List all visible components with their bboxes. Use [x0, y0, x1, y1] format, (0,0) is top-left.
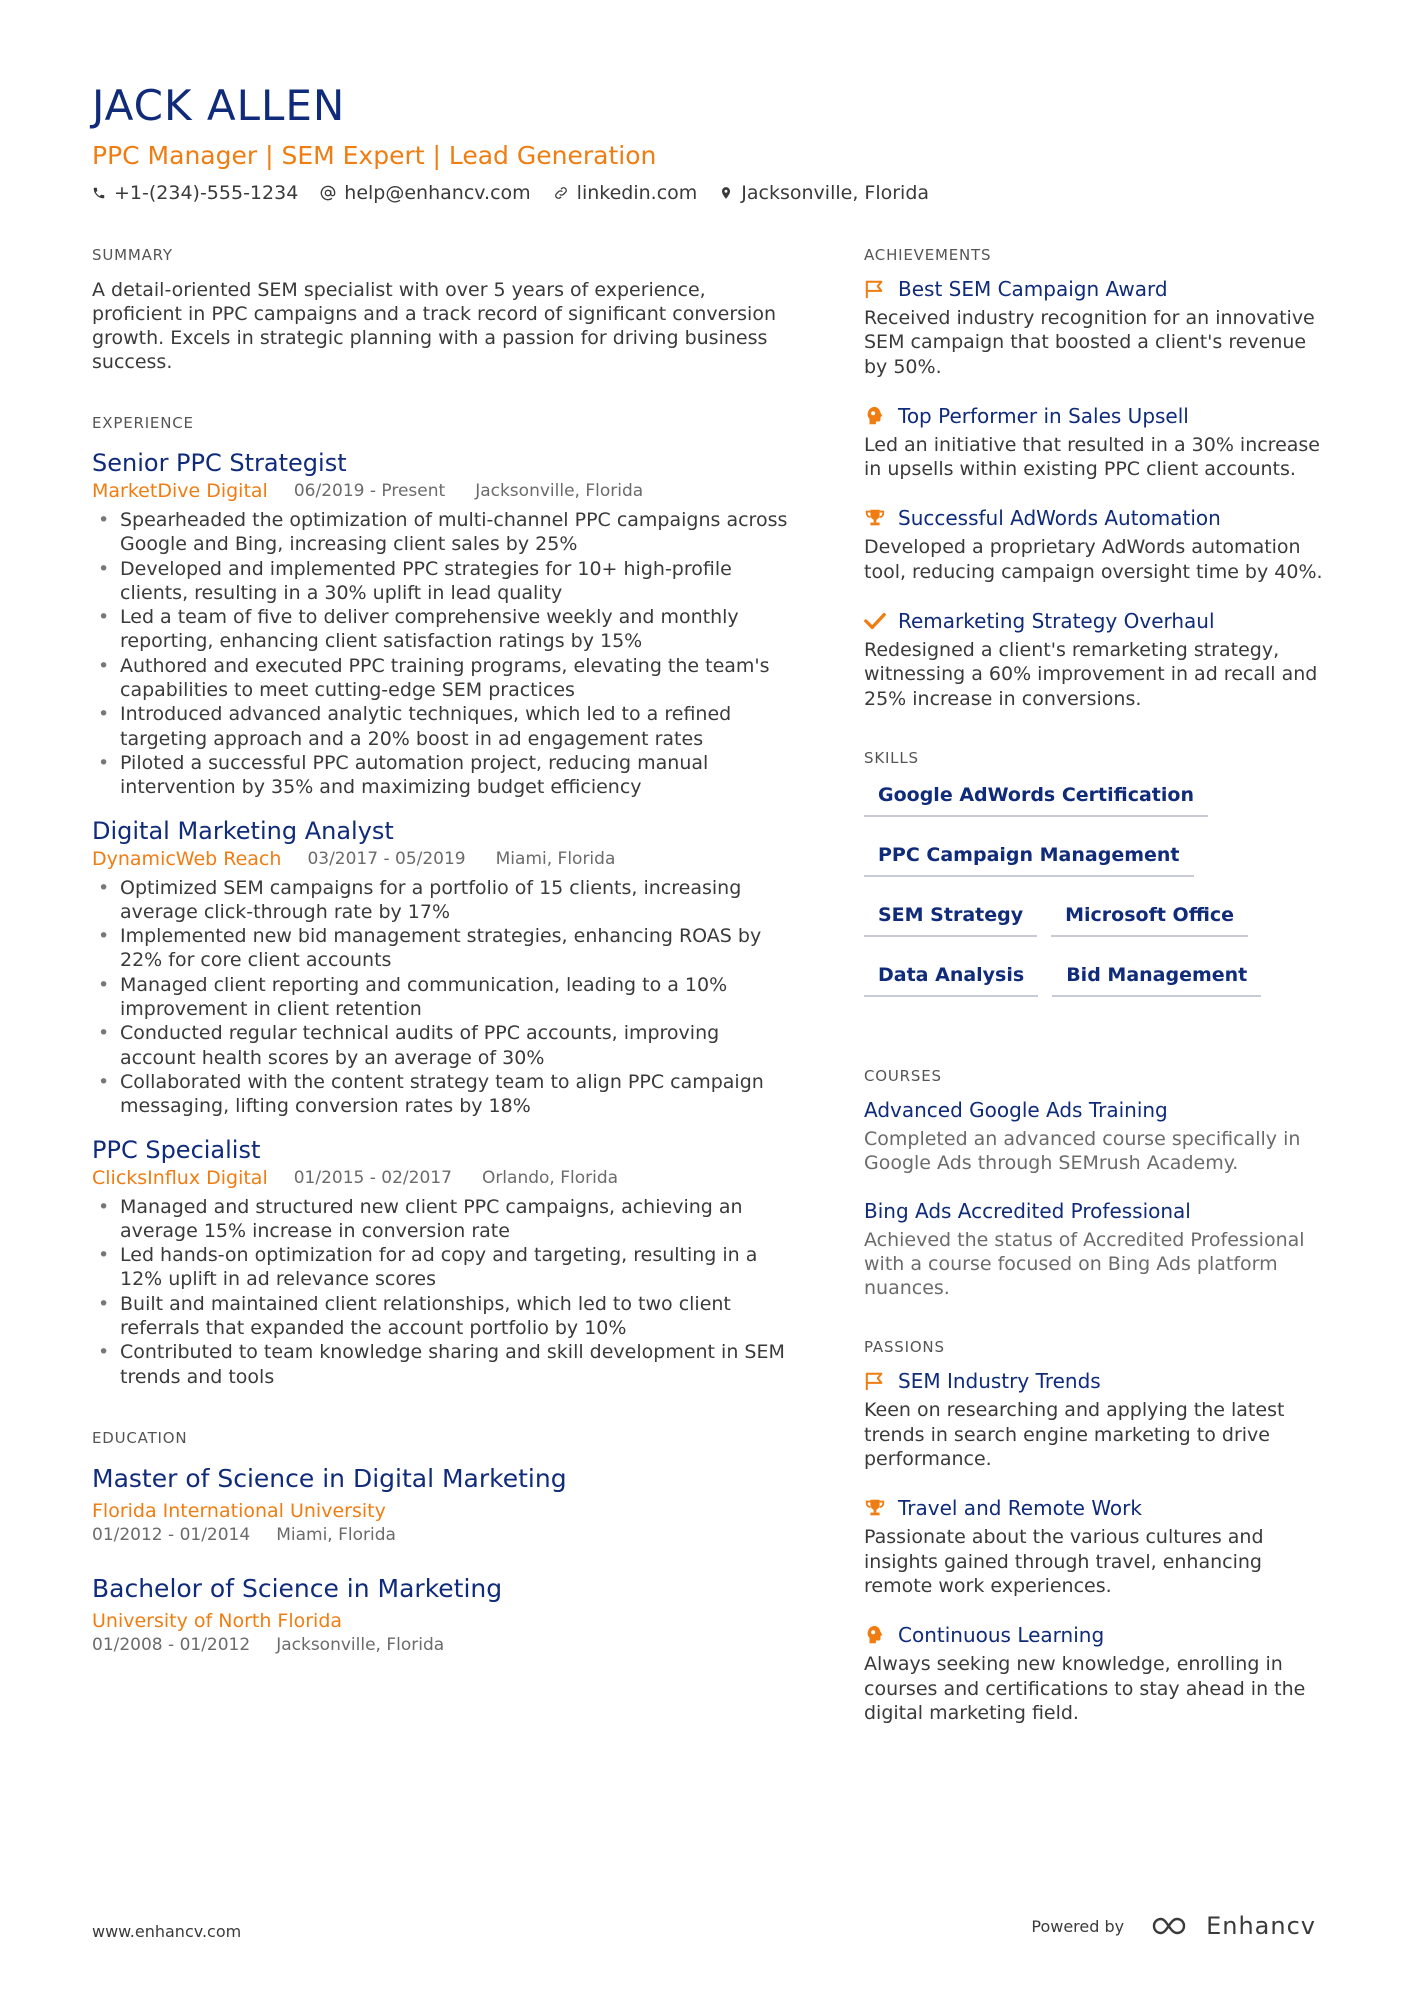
job-bullet: • Led a team of five to deliver comprehensive weekly and monthly reporting, enhancing client satisfaction ratings by 15%: [92, 605, 792, 654]
job-bullet: • Collaborated with the content strategy team to align PPC campaign messaging, lifting conversion rates by 18%: [92, 1070, 792, 1119]
job-bullets: [92, 1195, 792, 1389]
achievement-title: Remarketing Strategy Overhaul: [898, 609, 1215, 634]
contact-row: [92, 182, 1322, 204]
job-bullet: • Developed and implemented PPC strategies for 10+ high-profile clients, resulting in a 30% uplift in lead quality: [92, 557, 792, 606]
experience-section: [92, 414, 792, 1389]
passion-desc: Always seeking new knowledge, enrolling in courses and certifications to stay ahead in the digital marketing field.: [864, 1653, 1306, 1724]
achievements-title: ACHIEVEMENTS: [864, 246, 992, 264]
flag-icon: [864, 279, 886, 299]
course-desc: Achieved the status of Accredited Professional with a course focused on Bing Ads platform nuances.: [864, 1228, 1305, 1300]
at-icon: [320, 185, 336, 201]
course-item: [864, 1198, 1334, 1301]
job-location: Jacksonville, Florida: [475, 481, 644, 501]
job-bullet: • Introduced advanced analytic techniques, which led to a refined targeting approach and a 20% boost in ad engagement rates: [92, 702, 792, 751]
right-column: [864, 246, 1334, 1749]
achievement-item: [864, 276, 1334, 379]
achievements-section: [864, 246, 1334, 711]
job-title: Senior PPC Strategist: [92, 449, 347, 477]
achievement-item: [864, 505, 1334, 584]
job-company: MarketDive Digital: [92, 480, 268, 502]
job-entry: [92, 816, 792, 1119]
job-entry: [92, 1135, 792, 1389]
contact-linkedin[interactable]: [553, 182, 698, 204]
achievement-desc: Redesigned a client's remarketing strategy, witnessing a 60% improvement in ad recall and 25% increase in conversions.: [864, 639, 1318, 710]
job-dates: 03/2017 - 05/2019: [307, 848, 466, 869]
location-text: Jacksonville, Florida: [741, 182, 930, 204]
achievement-title: Successful AdWords Automation: [898, 506, 1221, 531]
contact-email[interactable]: [320, 182, 530, 204]
passion-item: [864, 1368, 1334, 1471]
courses-section: [864, 1067, 1334, 1300]
passion-item: [864, 1622, 1334, 1725]
phone-text: +1-(234)-555-1234: [114, 182, 299, 204]
achievement-head: [864, 276, 1334, 302]
brand-name: Enhancv: [1206, 1912, 1316, 1940]
job-title: PPC Specialist: [92, 1135, 261, 1164]
education-title: EDUCATION: [92, 1428, 188, 1447]
link-icon: [553, 185, 569, 201]
resume-header: [92, 80, 1322, 204]
passion-item: [864, 1495, 1334, 1598]
trophy-icon: [864, 1497, 886, 1519]
education-school: Florida International University: [92, 1499, 386, 1522]
location-pin-icon: [719, 185, 733, 201]
achievement-item: [864, 608, 1334, 711]
skill-tag: SEM Strategy: [864, 897, 1037, 937]
education-location: Jacksonville, Florida: [276, 1634, 445, 1655]
job-bullet: • Built and maintained client relationships, which led to two client referrals that expanded the account portfolio by 10%: [92, 1292, 792, 1341]
summary-section: [92, 246, 792, 374]
linkedin-text[interactable]: linkedin.com: [576, 182, 698, 204]
education-entry: [92, 1463, 792, 1547]
brain-icon: [864, 1624, 886, 1646]
flag-icon: [864, 1371, 886, 1391]
achievement-head: [864, 403, 1334, 429]
job-company: ClicksInflux Digital: [92, 1166, 268, 1189]
education-section: [92, 1429, 792, 1657]
job-bullet: • Managed client reporting and communication, leading to a 10% improvement in client retention: [92, 973, 792, 1022]
footer-url[interactable]: www.enhancv.com: [92, 1922, 242, 1941]
check-icon: [864, 611, 886, 631]
experience-title: EXPERIENCE: [92, 414, 194, 432]
job-bullet: • Implemented new bid management strategies, enhancing ROAS by 22% for core client accounts: [92, 924, 792, 973]
passion-head: [864, 1495, 1334, 1521]
job-title: Digital Marketing Analyst: [92, 816, 394, 845]
left-column: [92, 246, 792, 1683]
job-bullets: [92, 508, 792, 800]
candidate-headline: PPC Manager | SEM Expert | Lead Generation: [92, 141, 657, 170]
skills-list: [864, 777, 1344, 1017]
courses-title: COURSES: [864, 1066, 942, 1085]
achievement-desc: Received industry recognition for an innovative SEM campaign that boosted a client's revenue by 50%.: [864, 307, 1315, 378]
education-meta: [92, 1523, 792, 1547]
job-bullet: • Conducted regular technical audits of PPC accounts, improving account health scores by an average of 30%: [92, 1021, 792, 1070]
contact-location: [719, 182, 929, 204]
passion-head: [864, 1368, 1334, 1394]
education-dates: 01/2012 - 01/2014: [92, 1524, 251, 1545]
education-entry: [92, 1573, 792, 1657]
education-degree: Bachelor of Science in Marketing: [92, 1573, 503, 1603]
job-location: Orlando, Florida: [481, 1167, 619, 1188]
achievement-title: Best SEM Campaign Award: [898, 277, 1168, 301]
job-bullet: • Managed and structured new client PPC campaigns, achieving an average 15% increase in conversion rate: [92, 1195, 792, 1244]
job-bullet: • Contributed to team knowledge sharing and skill development in SEM trends and tools: [92, 1340, 792, 1389]
skill-tag: Google AdWords Certification: [864, 777, 1208, 817]
passion-title: SEM Industry Trends: [898, 1369, 1101, 1394]
course-desc: Completed an advanced course specifically in Google Ads through SEMrush Academy.: [864, 1127, 1301, 1175]
email-text[interactable]: help@enhancv.com: [344, 182, 531, 204]
job-location: Miami, Florida: [495, 848, 616, 869]
passion-title: Travel and Remote Work: [898, 1496, 1142, 1521]
job-meta: [92, 480, 792, 502]
phone-icon: [92, 186, 106, 200]
achievement-item: [864, 403, 1334, 482]
job-meta: [92, 1167, 792, 1189]
passion-desc: Keen on researching and applying the latest trends in search engine marketing to drive performance.: [864, 1399, 1285, 1471]
education-meta: [92, 1633, 792, 1657]
footer-powered-by: [1031, 1912, 1316, 1940]
course-item: [864, 1097, 1334, 1176]
job-bullet: • Spearheaded the optimization of multi-channel PPC campaigns across Google and Bing, increasing client sales by 25%: [92, 508, 792, 557]
passions-section: [864, 1338, 1334, 1725]
candidate-name: JACK ALLEN: [92, 81, 346, 130]
contact-phone: [92, 182, 298, 204]
job-bullet: • Optimized SEM campaigns for a portfolio of 15 clients, increasing average click-through rate by 17%: [92, 876, 792, 925]
job-bullet: • Piloted a successful PPC automation project, reducing manual intervention by 35% and maximizing budget efficiency: [92, 751, 792, 800]
education-degree: Master of Science in Digital Marketing: [92, 1463, 567, 1493]
passions-title: PASSIONS: [864, 1338, 945, 1357]
job-company: DynamicWeb Reach: [92, 847, 282, 870]
brain-icon: [864, 405, 886, 427]
education-location: Miami, Florida: [276, 1524, 396, 1545]
passion-head: [864, 1622, 1334, 1648]
education-dates: 01/2008 - 01/2012: [92, 1634, 251, 1655]
enhancv-logo-icon: [1150, 1914, 1196, 1938]
job-bullet: • Led hands-on optimization for ad copy and targeting, resulting in a 12% uplift in ad relevance scores: [92, 1243, 792, 1292]
skill-tag: Data Analysis: [864, 957, 1038, 997]
job-entry: [92, 448, 792, 800]
trophy-icon: [864, 507, 886, 529]
course-title: Advanced Google Ads Training: [864, 1097, 1168, 1122]
job-bullet: • Authored and executed PPC training programs, elevating the team's capabilities to meet cutting-edge SEM practices: [92, 654, 792, 703]
skill-tag: PPC Campaign Management: [864, 837, 1194, 877]
course-title: Bing Ads Accredited Professional: [864, 1198, 1191, 1223]
skills-title: SKILLS: [864, 748, 919, 767]
achievement-desc: Led an initiative that resulted in a 30% increase in upsells within existing PPC client accounts.: [864, 433, 1320, 481]
job-meta: [92, 848, 792, 870]
powered-by-label: Powered by: [1031, 1916, 1125, 1936]
summary-text: A detail-oriented SEM specialist with over 5 years of experience, proficient in PPC campaigns and a track record of significant conversion growth. Excels in strategic planning with a passion for driving business success.: [92, 279, 776, 373]
skill-tag: Microsoft Office: [1051, 897, 1248, 937]
passion-title: Continuous Learning: [898, 1623, 1105, 1648]
summary-title: SUMMARY: [92, 246, 173, 264]
skills-section: [864, 749, 1334, 1017]
skill-tag: Bid Management: [1052, 957, 1261, 997]
achievement-title: Top Performer in Sales Upsell: [898, 403, 1189, 428]
education-school: University of North Florida: [92, 1609, 343, 1632]
achievement-desc: Developed a proprietary AdWords automation tool, reducing campaign oversight time by 40%.: [864, 536, 1323, 583]
passion-desc: Passionate about the various cultures and insights gained through travel, enhancing remote work experiences.: [864, 1526, 1264, 1597]
job-dates: 01/2015 - 02/2017: [293, 1167, 452, 1188]
job-dates: 06/2019 - Present: [293, 481, 446, 501]
achievement-head: [864, 608, 1334, 634]
achievement-head: [864, 505, 1334, 531]
job-bullets: [92, 876, 792, 1119]
